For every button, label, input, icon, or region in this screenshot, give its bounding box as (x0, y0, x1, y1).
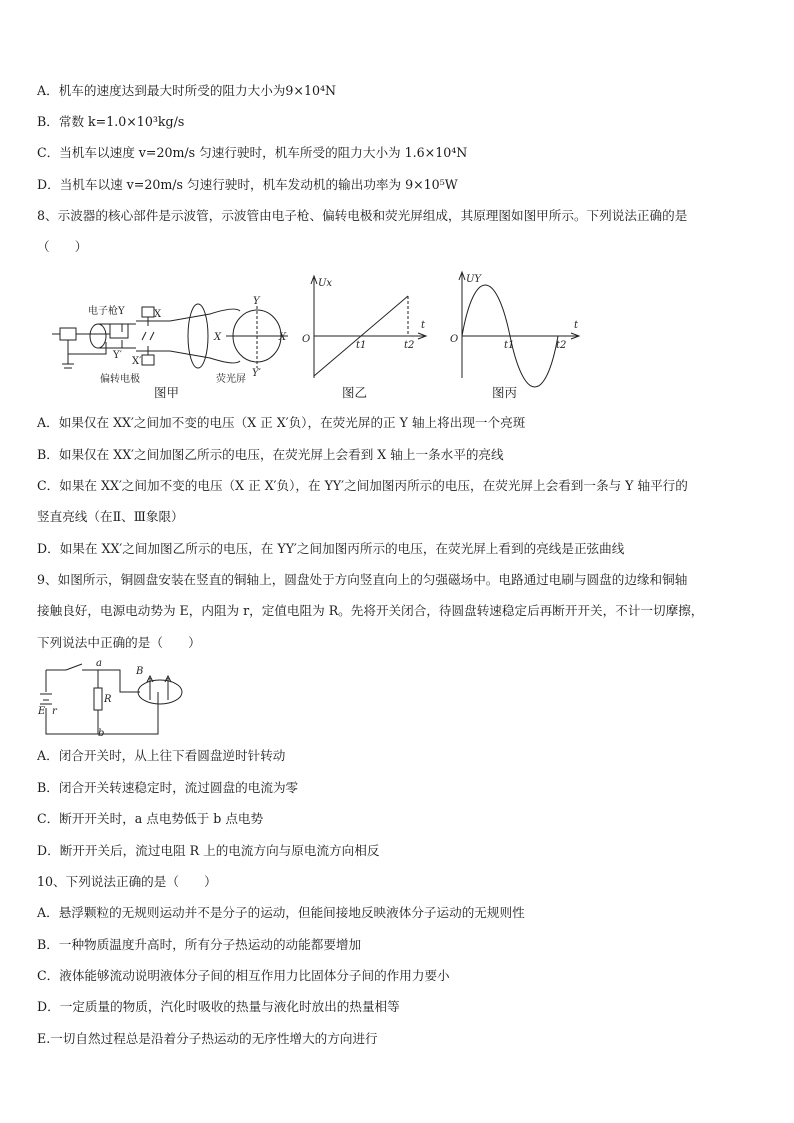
label-deflection-electrodes: 偏转电极 (100, 374, 140, 385)
q9-stem-line1: 9、如图所示，铜圆盘安装在竖直的铜轴上，圆盘处于方向竖直向上的匀强磁场中。电路通过电刷与圆盘的边缘和铜轴 (37, 572, 688, 587)
label-screen-y-top: Y (253, 296, 260, 307)
q8-stem-line2: （ ） (37, 239, 88, 254)
yi-ylabel: Ux (318, 278, 333, 289)
figure-jia-oscilloscope (50, 276, 295, 400)
q8-option-d: D．如果在 XX′之间加图乙所示的电压，在 YY′之间加图丙所示的电压，在荧光屏上看到的亮线是正弦曲线 (37, 541, 625, 556)
caption-yi: 图乙 (342, 385, 368, 400)
label-x-prime: X′ (132, 356, 142, 367)
q8-option-a: A．如果仅在 XX′之间加不变的电压（X 正 X′负），在荧光屏的正 Y 轴上将出现一个亮斑 (37, 415, 526, 430)
q10-option-a: A．悬浮颗粒的无规则运动并不是分子的运动，但能间接地反映液体分子运动的无规则性 (37, 905, 525, 920)
q10-option-d: D．一定质量的物质，汽化时吸收的热量与液化时放出的热量相等 (37, 999, 400, 1014)
q8-option-c-line1: C．如果在 XX′之间加不变的电压（X 正 X′负），在 YY′之间加图丙所示的电压，在荧光屏上会看到一条与 Y 轴平行的 (37, 478, 688, 493)
label-x: X (154, 309, 162, 320)
q9-stem-line2: 接触良好，电源电动势为 E，内阻为 r，定值电阻为 R。先将开关闭合，待圆盘转速稳定后再断开开关，不计一切摩擦， (37, 603, 704, 618)
label-screen: 荧光屏 (216, 374, 246, 385)
q9-option-c: C．断开开关时，a 点电势低于 b 点电势 (37, 811, 264, 826)
q7-option-b: B．常数 k=1.0×10³kg/s (37, 114, 185, 129)
yi-origin: O (302, 334, 311, 345)
yi-t2: t2 (404, 340, 415, 351)
label-screen-x-left: X (214, 332, 222, 343)
label-y: Y (118, 306, 125, 317)
label-screen-y-bottom: Y′ (252, 368, 261, 379)
q7-option-d: D．当机车以速 v=20m/s 匀速行驶时，机车发动机的输出功率为 9×10⁵W (37, 177, 458, 192)
figure-bing-sine (446, 268, 582, 400)
q9-label-a: a (96, 658, 102, 669)
bing-origin: O (450, 334, 459, 345)
caption-jia: 图甲 (154, 385, 180, 400)
yi-t: t (421, 320, 426, 331)
label-screen-x-right: X (279, 332, 287, 343)
label-y-prime: Y′ (113, 350, 122, 361)
q9-label-r-resistor: R (104, 694, 112, 705)
q9-label-e: E (38, 706, 46, 717)
q9-option-a: A．闭合开关时，从上往下看圆盘逆时针转动 (37, 748, 286, 763)
caption-bing: 图丙 (492, 385, 518, 400)
q9-label-b-field: B (136, 666, 144, 677)
q10-option-e: E.一切自然过程总是沿着分子热运动的无序性增大的方向进行 (37, 1031, 378, 1046)
figure-q9-circuit (36, 656, 196, 740)
label-electron-gun: 电子枪 (88, 306, 118, 317)
q10-option-b: B．一种物质温度升高时，所有分子热运动的动能都要增加 (37, 937, 362, 952)
q10-stem: 10、下列说法正确的是（ ） (37, 874, 217, 889)
q9-stem-line3: 下列说法中正确的是（ ） (37, 635, 201, 650)
q8-stem-line1: 8、示波器的核心部件是示波管，示波管由电子枪、偏转电极和荧光屏组成，其原理图如图甲所示。下列说法正确的是 (37, 208, 688, 223)
bing-ylabel: UY (466, 274, 482, 285)
q7-option-c: C．当机车以速度 v=20m/s 匀速行驶时，机车所受的阻力大小为 1.6×10⁴N (37, 145, 468, 160)
q9-label-b: b (98, 728, 105, 739)
q8-option-b: B．如果仅在 XX′之间加图乙所示的电压，在荧光屏上会看到 X 轴上一条水平的亮线 (37, 447, 504, 462)
q9-option-d: D．断开开关后，流过电阻 R 上的电流方向与原电流方向相反 (37, 843, 380, 858)
q10-option-c: C．液体能够流动说明液体分子间的相互作用力比固体分子间的作用力要小 (37, 968, 450, 983)
bing-t1: t1 (504, 340, 515, 351)
q9-label-r-internal: r (52, 706, 57, 717)
figure-yi-sawtooth (300, 268, 430, 400)
bing-t: t (574, 320, 579, 331)
q9-option-b: B．闭合开关转速稳定时，流过圆盘的电流为零 (37, 780, 299, 795)
q7-option-a: A．机车的速度达到最大时所受的阻力大小为9×10⁴N (37, 83, 337, 98)
bing-t2: t2 (556, 340, 567, 351)
q8-option-c-line2: 竖直亮线（在Ⅱ、Ⅲ象限） (37, 509, 184, 524)
yi-t1: t1 (356, 340, 367, 351)
